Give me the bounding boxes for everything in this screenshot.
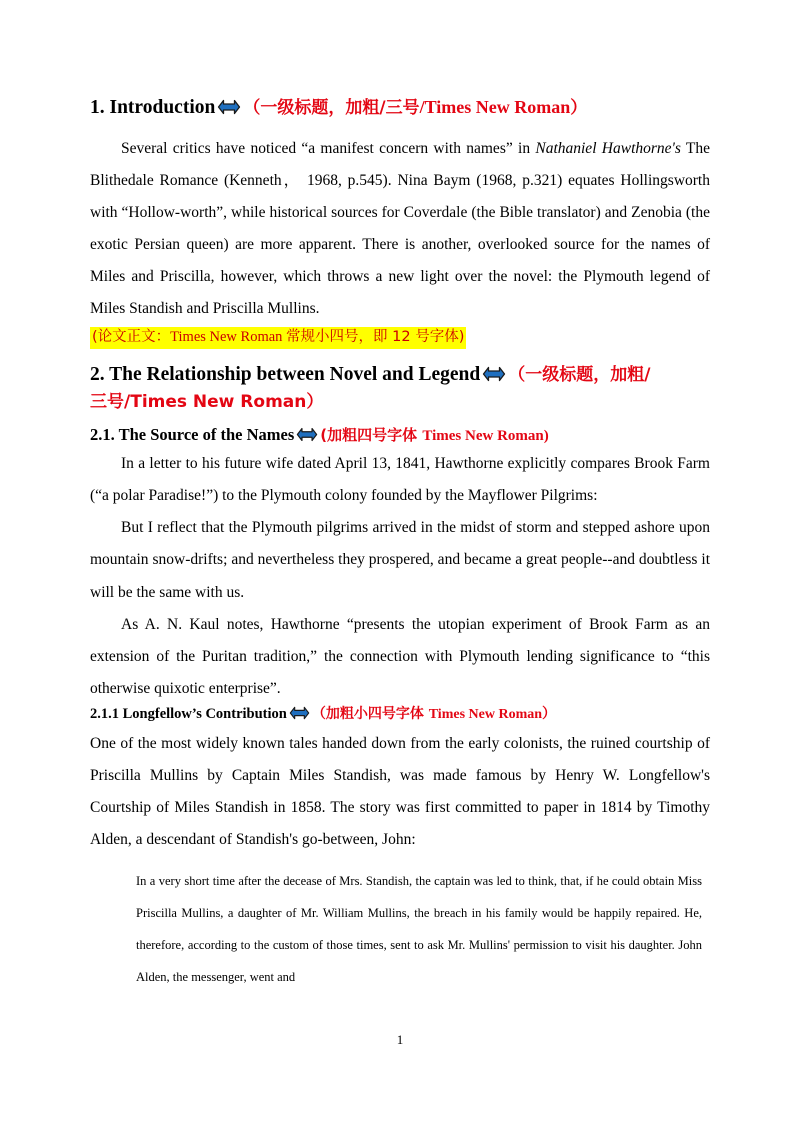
section-2-1-1-annotation-en: Times New Roman — [428, 706, 543, 722]
section-2-annotation-slash: / — [644, 364, 651, 385]
section-2-1-1-annotation-open: （ — [311, 705, 326, 722]
section-2-1-1-heading — [90, 705, 710, 724]
section-2-1-1-annotation-cn: 加粗小四号字体 — [325, 705, 429, 722]
left-right-arrow-icon — [482, 366, 506, 382]
section-2-annotation-cn: 一级标题，加粗 — [525, 364, 645, 385]
section-1-annotation-en: Times New Roman — [424, 97, 571, 117]
section-2-annotation-line2 — [90, 392, 710, 414]
section-2-1-1-paragraph: One of the most widely known tales handed down from the early colonists, the ruined courtship of Priscilla Mullins by Captain Miles Standish, was made famous by Henry W. Longfellow's Courtship of Miles Standish in 1858. The story was first committed to paper in 1814 by Timothy Alden, a descendant of Standish's go-between, John: — [90, 735, 710, 849]
section-2-1-heading-text: 2.1. The Source of the Names — [90, 424, 295, 444]
section-1-annotation-sep2: / — [419, 97, 425, 117]
block-quote-text: In a very short time after the decease of Mrs. Standish, the captain was led to think, that, if he could obtain Miss Priscilla Mullins, a daughter of Mr. William Mullins, the breach in his family would be happily repaired. He, therefore, according to the custom of those times, sent to ask Mr. Mullins' permission to visit his daughter. John Alden, the messenger, went and — [136, 874, 702, 984]
section-2-1-annotation — [320, 425, 549, 444]
section-2-annotation-open: （ — [508, 364, 526, 385]
section-2-1-1-heading-text: 2.1.1 Longfellow’s Contribution — [90, 705, 287, 722]
section-1-heading — [90, 96, 710, 121]
left-right-arrow-icon — [296, 427, 318, 442]
section-1-annotation-sep: / — [379, 98, 386, 118]
section-2-heading — [90, 363, 710, 388]
section-1-paragraph-italic: Nathaniel Hawthorne's — [535, 139, 681, 157]
block-quote — [136, 866, 702, 994]
section-2-annotation-line2-close: ） — [306, 391, 324, 412]
section-1-annotation-cn: 一级标题，加粗 — [260, 98, 380, 118]
section-1-annotation — [243, 97, 587, 117]
highlight-note-post: 常规小四号，即 12 号字体) — [286, 329, 465, 346]
section-2-1-quote-1: But I reflect that the Plymouth pilgrims arrived in the midst of storm and stepped ashore upon mountain snow-drifts; and nevertheless they prospered, and became a great people--and doubtless it will be the same with us. — [90, 519, 710, 601]
section-1-paragraph — [90, 133, 710, 325]
section-1-annotation-close: ） — [570, 98, 588, 118]
section-2-1-1-annotation — [312, 707, 556, 722]
section-2-1-heading — [90, 424, 710, 447]
section-2-1-annotation-cn: 加粗四号字体 — [327, 425, 423, 444]
section-1-annotation-open: （ — [243, 98, 261, 118]
section-2-1-annotation-close: ) — [543, 427, 549, 444]
section-2-1-paragraph-2: As A. N. Kaul notes, Hawthorne “presents the utopian experiment of Brook Farm as an extension of the Puritan tradition,” the connection with Plymouth lending significance to “this otherwise quixotic enterprise”. — [90, 615, 710, 697]
section-1-heading-text: 1. Introduction — [90, 97, 216, 118]
section-2-1-annotation-open: ( — [320, 425, 328, 444]
section-2-annotation — [508, 364, 650, 384]
section-2-annotation-line2-cn: 三号 — [90, 391, 124, 412]
section-1-annotation-cn2: 三号 — [385, 98, 420, 118]
page-content — [90, 96, 710, 994]
section-2-1-paragraph: In a letter to his future wife dated April 13, 1841, Hawthorne explicitly compares Brook Farm (“a polar Paradise!”) to the Plymouth colony founded by the Mayflower Pilgrims: — [90, 455, 710, 505]
section-1-paragraph-part1: Several critics have noticed “a manifest concern with names” in — [121, 139, 536, 157]
section-2-heading-text: 2. The Relationship between Novel and Legend — [90, 363, 481, 385]
section-2-1-annotation-en: Times New Roman — [422, 427, 544, 444]
section-2-annotation-line2-en: Times New Roman — [130, 391, 307, 412]
section-2-annotation-line2-slash: / — [124, 391, 131, 412]
highlight-note-en: Times New Roman — [170, 329, 287, 346]
section-1-paragraph-part2: The Blithedale Romance (Kenneth， 1968, p.545). Nina Baym (1968, p.321) equates Hollingsworth with “Hollow-worth”, while historical sources for Coverdale (the Bible translator) and Zenobia (the exotic Persian queen) are more apparent. There is another, overlooked source for the names of Miles and Priscilla, however, which throws a new light over the novel: the Plymouth legend of Miles Standish and Priscilla Mullins. — [90, 139, 710, 318]
highlight-note-pre: (论文正文： — [92, 329, 171, 346]
page-number: 1 — [396, 1032, 404, 1047]
highlight-note — [90, 327, 466, 349]
section-2-1-1-annotation-close: ） — [542, 705, 557, 722]
left-right-arrow-icon — [289, 706, 310, 720]
highlight-note-row — [90, 325, 710, 363]
left-right-arrow-icon — [217, 99, 241, 115]
